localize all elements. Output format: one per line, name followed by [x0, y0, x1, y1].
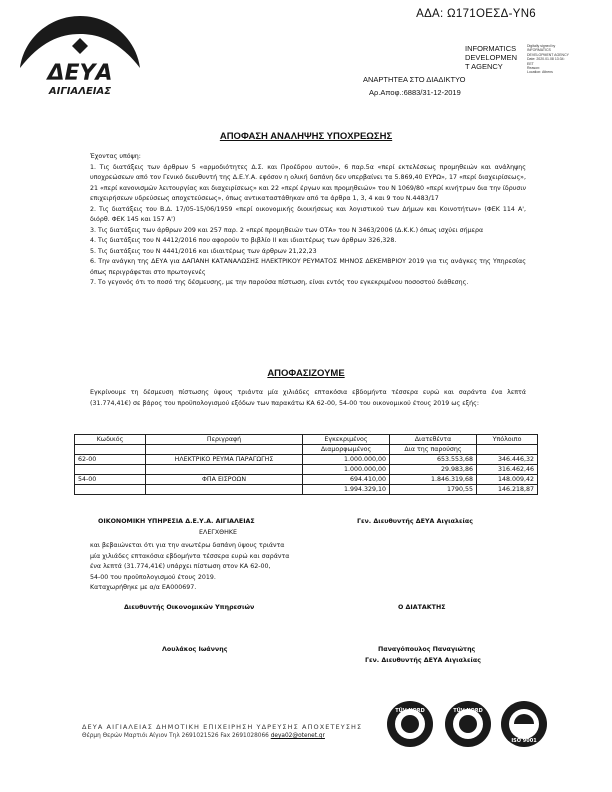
deya-logo — [10, 12, 150, 106]
iso-badge — [500, 700, 548, 748]
header-description: Περιγραφή — [146, 435, 303, 445]
tuv-badge-2 — [444, 700, 492, 748]
budget-table — [74, 434, 538, 495]
email-link[interactable]: deya02@otenet.gr — [270, 733, 325, 739]
table-row: 54-00 ΦΠΑ ΕΙΣΡΟΩΝ 694.410,00 1.846.319,68 148.009,42 — [75, 475, 538, 485]
header-code: Κωδικός — [75, 435, 146, 445]
ada-code: ΑΔΑ: Ω171ΟΕΣΔ-ΥΝ6 — [416, 8, 536, 20]
svg-text:ISO 9001: ISO 9001 — [511, 738, 537, 744]
subheader-present: Δια της παρούσης — [390, 445, 477, 455]
consideration-2: 2. Τις διατάξεις του Β.Δ. 17/05-15/06/1959 «περί οικονομικής διοικήσεως και λογιστικού των Δήμων και Κοινοτήτων» (ΦΕΚ 114 Α', διόρθ. ΦΕΚ 145 και 157 Α') — [90, 205, 526, 223]
signature-info: INFORMATICS DEVELOPMEN T AGENCY — [465, 44, 518, 71]
tuv-badge-1 — [386, 700, 434, 748]
verification-text: και βεβαιώνεται ότι για την ανωτέρω δαπάνη ύψους τριάντα μία χιλιάδες επτακόσια εβδομήντα τέσσερα ευρώ και σαράντα ένα λεπτά (31.774,41€) υπάρχει πίστωση στον ΚΑ 62-00, 54-00 του προϋπολογισμού έτους 2019. Καταχωρήθηκε με α/α ΕΑ000697. — [90, 542, 290, 591]
document-title: ΑΠΟΦΑΣΗ ΑΝΑΛΗΨΗΣ ΥΠΟΧΡΕΩΣΗΣ — [219, 131, 393, 142]
table-row: 1.000.000,00 29.983,86 316.462,46 — [75, 465, 538, 475]
authorizer-role: Ο ΔΙΑΤΑΚΤΗΣ — [398, 604, 446, 611]
svg-text:ΑΙΓΙΑΛΕΙΑΣ: ΑΙΓΙΑΛΕΙΑΣ — [48, 86, 112, 97]
svg-text:TÜV NORD: TÜV NORD — [453, 708, 483, 714]
finance-director-role: Διευθυντής Οικονομικών Υπηρεσιών — [124, 604, 255, 611]
footer-contact: Θέρμη Θερών Μαρτιόι Αίγιον Τηλ 2691021526 Fax 2691028066 deya02@otenet.gr — [82, 733, 325, 739]
header-allocated: Διατεθέντα — [390, 435, 477, 445]
table-row: 62-00 ΗΛΕΚΤΡΙΚΟ ΡΕΥΜΑ ΠΑΡΑΓΩΓΗΣ 1.000.000,00 653.553,68 346.446,32 — [75, 455, 538, 465]
footer-organization: ΔΕΥΑ ΑΙΓΙΑΛΕΙΑΣ ΔΗΜΟΤΙΚΗ ΕΠΙΧΕΙΡΗΣΗ ΥΔΡΕΥΣΗΣ ΑΠΟΧΕΤΕΥΣΗΣ — [82, 723, 363, 731]
finance-service-title: ΟΙΚΟΝΟΜΙΚΗ ΥΠΗΡΕΣΙΑ Δ.Ε.Υ.Α. ΑΙΓΙΑΛΕΙΑΣ — [98, 518, 255, 525]
checked-label: ΕΛΕΓΧΘΗΚΕ — [199, 529, 237, 536]
subheader-formed: Διαμορφωμένος — [303, 445, 390, 455]
consideration-6: 6. Την ανάγκη της ΔΕΥΑ για ΔΑΠΑΝΗ ΚΑΤΑΝΑΛΩΣΗΣ ΗΛΕΚΤΡΙΚΟΥ ΡΕΥΜΑΤΟΣ ΜΗΝΟΣ ΔΕΚΕΜΒΡΙΟΥ 2019 για τις ανάγκες της Υπηρεσίας όπως περιγράφεται στο πρωτογενές — [90, 258, 526, 276]
consideration-5: 5. Τις διατάξεις του Ν 4441/2016 και ιδιαιτέρως των άρθρων 21,22,23 — [90, 247, 317, 255]
general-director-name: Παναγόπουλος Παναγιώτης — [378, 646, 476, 653]
table-row: 1.994.329,10 1790,55 146.218,87 — [75, 485, 538, 495]
consideration-3: 3. Τις διατάξεις των άρθρων 209 και 257 παρ. 2 «περί προμηθειών των ΟΤΑ» του Ν 3463/2006 (Δ.Κ.Κ.) όπως ισχύει σήμερα — [90, 226, 484, 234]
decision-text: Εγκρίνουμε τη δέσμευση πίστωσης ύψους τριάντα μία χιλιάδες επτακόσια εβδομήντα τέσσερα ευρώ και σαράντα ένα λεπτά (31.774,41€) σε βάρος του προϋπολογισμού εξόδων των παρακάτω ΚΑ 62-00, 54-00 του οικονομικού έτους 2019 ως εξής: — [90, 389, 526, 407]
svg-text:ΔΕΥΑ: ΔΕΥΑ — [47, 61, 113, 86]
publication-block: ΑΝΑΡΤΗΤΕΑ ΣΤΟ ΔΙΑΔΙΚΤΥΟ Αρ.Αποφ.:6883/31-12-2019 — [363, 75, 466, 97]
consideration-1: 1. Τις διατάξεις των άρθρων 5 «αρμοδιότητες Δ.Σ. και Προέδρου αυτού», 6 παρ.5α «περί εκτελέσεως προμηθειών και ανάληψης υποχρεώσεων από τον Γενικό διευθυντή της Δ.Ε.Υ.Α. εφόσον η ολική δαπάνη δεν υπερβαίνει τα 5.869,40 ΕΥΡΩ», 17 «περί διαχειρίσεως», 21 «περί κανονισμών λειτουργίας και διαχειρίσεως» και 22 «περί έργων και προμηθειών» του Ν 1069/80 «περί κινήτρων δια την ίδρυσιν επιχειρήσεων υδρεύσεως αποχετεύσεως», όπως αντικαταστάθηκαν από τα άρθρα 1, 3, 4 και 9 του Ν.4483/17 — [90, 163, 526, 202]
general-director-header: Γεν. Διευθυντής ΔΕΥΑ Αιγιαλείας — [357, 518, 473, 525]
general-director-title: Γεν. Διευθυντής ΔΕΥΑ Αιγιαλείας — [365, 657, 481, 664]
header-approved: Εγκεκριμένος — [303, 435, 390, 445]
digital-signature-details: Digitally signed by INFORMATICS DEVELOPMENT AGENCY Date: 2020.01.08 13:34: EET Reason: Location: Athens — [527, 44, 569, 75]
considerations: Έχοντας υπόψη: 1. Τις διατάξεις των άρθρων 5 «αρμοδιότητες Δ.Σ. και Προέδρου αυτού», 6 παρ.5α «περί εκτελέσεως προμηθειών και ανάληψης υποχρεώσεων από τον Γενικό διευθυντή της Δ.Ε.Υ.Α. εφόσον η ολική δαπάνη δεν υπερβαίνει τα 5.869,40 ΕΥΡΩ», 17 «περί διαχειρίσεως», 21 «περί κανονισμών λειτουργίας και διαχειρίσεως» και 22 «περί έργων και προμηθειών» του Ν 1069/80 «περί κινήτρων δια την ίδρυσιν επιχειρήσεων υδρεύσεως αποχετεύσεως», όπως αντικαταστάθηκαν από τα άρθρα 1, 3, 4 και 9 του Ν.4483/17 2. Τις διατάξεις του Β.Δ. 17/05-15/06/1959 «περί οικονομικής διοικήσεως και λογιστικού των Δήμων και Κοινοτήτων» (ΦΕΚ 114 Α', διόρθ. ΦΕΚ 145 και 157 Α') 3. Τις διατάξεις των άρθρων 209 και 257 παρ. 2 «περί προμηθειών των ΟΤΑ» του Ν 3463/2006 (Δ.Κ.Κ.) όπως ισχύει σήμερα 4. Τις διατάξεις του Ν 4412/2016 που αφορούν το βιβλίο ΙΙ και ιδιαιτέρως των άρθρων 326,328. 5. Τις διατάξεις του Ν 4441/2016 και ιδιαιτέρως των άρθρων 21,22,23 6. Την ανάγκη της ΔΕΥΑ για ΔΑΠΑΝΗ ΚΑΤΑΝΑΛΩΣΗΣ ΗΛΕΚΤΡΙΚΟΥ ΡΕΥΜΑΤΟΣ ΜΗΝΟΣ ΔΕΚΕΜΒΡΙΟΥ 2019 για τις ανάγκες της Υπηρεσίας όπως περιγράφεται στο πρωτογενές 7. Το γεγονός ότι το ποσό της δέσμευσης, με την παρούσα πίστωση, είναι εντός του εγκεκριμένου ποσοστού διάθεσης. — [90, 152, 526, 289]
consideration-7: 7. Το γεγονός ότι το ποσό της δέσμευσης, με την παρούσα πίστωση, είναι εντός του εγκεκριμένου ποσοστού διάθεσης. — [90, 279, 469, 286]
decide-title: ΑΠΟΦΑΣΙΖΟΥΜΕ — [267, 368, 345, 379]
svg-text:TÜV NORD: TÜV NORD — [395, 708, 425, 714]
header-balance: Υπόλοιπο — [477, 435, 538, 445]
consideration-4: 4. Τις διατάξεις του Ν 4412/2016 που αφορούν το βιβλίο ΙΙ και ιδιαιτέρως των άρθρων 326,328. — [90, 237, 397, 244]
finance-director-name: Λουλάκος Ιωάννης — [162, 646, 228, 653]
